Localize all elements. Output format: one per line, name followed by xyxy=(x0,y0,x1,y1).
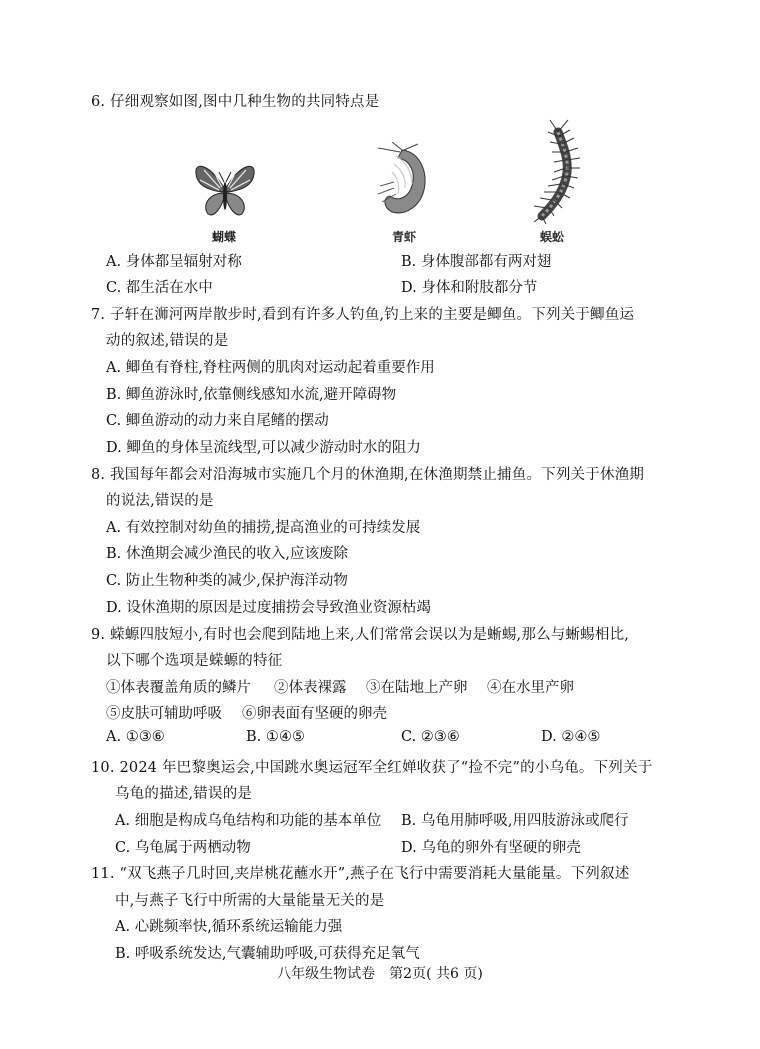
q8-stem-line1: 8. 我国每年都会对沿海城市实施几个月的休渔期,在休渔期禁止捕鱼。下列关于休渔期 xyxy=(91,467,645,483)
q9-option-b: B. ①④⑤ xyxy=(246,729,305,745)
q9-option-c: C. ②③⑥ xyxy=(401,729,460,745)
q6-option-c: C. 都生活在水中 xyxy=(106,280,213,296)
q8-option-b: B. 休渔期会减少渔民的收入,应该废除 xyxy=(106,546,348,562)
centipede-icon xyxy=(528,118,592,228)
q6-option-b: B. 身体腹部都有两对翅 xyxy=(401,254,552,270)
q11-option-b: B. 呼吸系统发达,气囊辅助呼吸,可获得充足氧气 xyxy=(115,946,420,962)
q10-option-d: D. 乌龟的卵外有坚硬的卵壳 xyxy=(401,840,581,856)
caption-butterfly: 蝴蝶 xyxy=(212,230,237,244)
q6-option-a: A. 身体都呈辐射对称 xyxy=(106,254,242,270)
page-footer: 八年级生物试卷 第2页( 共6 页) xyxy=(277,966,483,982)
q8-option-a: A. 有效控制对幼鱼的捕捞,提高渔业的可持续发展 xyxy=(106,520,421,536)
caption-shrimp: 青虾 xyxy=(392,230,417,244)
q6-stem: 6. 仔细观察如图,图中几种生物的共同特点是 xyxy=(91,94,380,110)
q7-stem-line1: 7. 子轩在浉河两岸散步时,看到有许多人钓鱼,钓上来的主要是鲫鱼。下列关于鲫鱼运 xyxy=(91,307,635,323)
caption-centipede: 蜈蚣 xyxy=(540,230,565,244)
q9-option-d: D. ②④⑤ xyxy=(541,729,601,745)
q8-stem-line2: 的说法,错误的是 xyxy=(106,493,214,509)
q10-stem-line1: 10. 2024 年巴黎奥运会,中国跳水奥运冠军全红婵收获了“捡不完”的小乌龟。下列关于 xyxy=(91,760,653,776)
q9-item-4: ④在水里产卵 xyxy=(487,680,574,696)
q6-option-d: D. 身体和附肢都分节 xyxy=(401,280,538,296)
q8-option-c: C. 防止生物种类的减少,保护海洋动物 xyxy=(106,573,348,589)
q9-stem-line2: 以下哪个选项是蝾螈的特征 xyxy=(106,653,283,669)
q11-stem-line2: 中,与燕子飞行中所需的大量能量无关的是 xyxy=(115,893,385,909)
q7-option-d: D. 鲫鱼的身体呈流线型,可以减少游动时水的阻力 xyxy=(106,440,421,456)
shrimp-icon xyxy=(372,142,434,226)
q9-item-6: ⑥卵表面有坚硬的卵壳 xyxy=(242,706,387,722)
q9-item-3: ③在陆地上产卵 xyxy=(366,680,468,696)
q10-stem-line2: 乌龟的描述,错误的是 xyxy=(115,786,253,802)
butterfly-icon xyxy=(192,160,258,226)
q11-stem-line1: 11. “双飞燕子几时回,夹岸桃花蘸水开”,燕子在飞行中需要消耗大量能量。下列叙述 xyxy=(91,866,630,882)
q7-option-b: B. 鲫鱼游泳时,依靠侧线感知水流,避开障碍物 xyxy=(106,387,397,403)
q11-option-a: A. 心跳频率快,循环系统运输能力强 xyxy=(115,919,343,935)
q10-option-b: B. 乌龟用肺呼吸,用四肢游泳或爬行 xyxy=(401,813,629,829)
q10-option-c: C. 乌龟属于两栖动物 xyxy=(115,840,251,856)
q9-option-a: A. ①③⑥ xyxy=(106,729,165,745)
q8-option-d: D. 设休渔期的原因是过度捕捞会导致渔业资源枯竭 xyxy=(106,600,431,616)
q7-option-c: C. 鲫鱼游动的动力来自尾鳍的摆动 xyxy=(106,413,329,429)
q9-stem-line1: 9. 蝾螈四肢短小,有时也会爬到陆地上来,人们常常会误以为是蜥蜴,那么与蜥蜴相比, xyxy=(91,627,630,643)
q9-item-1: ①体表覆盖角质的鳞片 xyxy=(106,680,251,696)
q7-stem-line2: 动的叙述,错误的是 xyxy=(106,333,229,349)
q9-item-5: ⑤皮肤可辅助呼吸 xyxy=(106,706,222,722)
q9-item-2: ②体表裸露 xyxy=(274,680,347,696)
q10-option-a: A. 细胞是构成乌龟结构和功能的基本单位 xyxy=(115,813,382,829)
q7-option-a: A. 鲫鱼有脊柱,脊柱两侧的肌肉对运动起着重要作用 xyxy=(106,360,435,376)
